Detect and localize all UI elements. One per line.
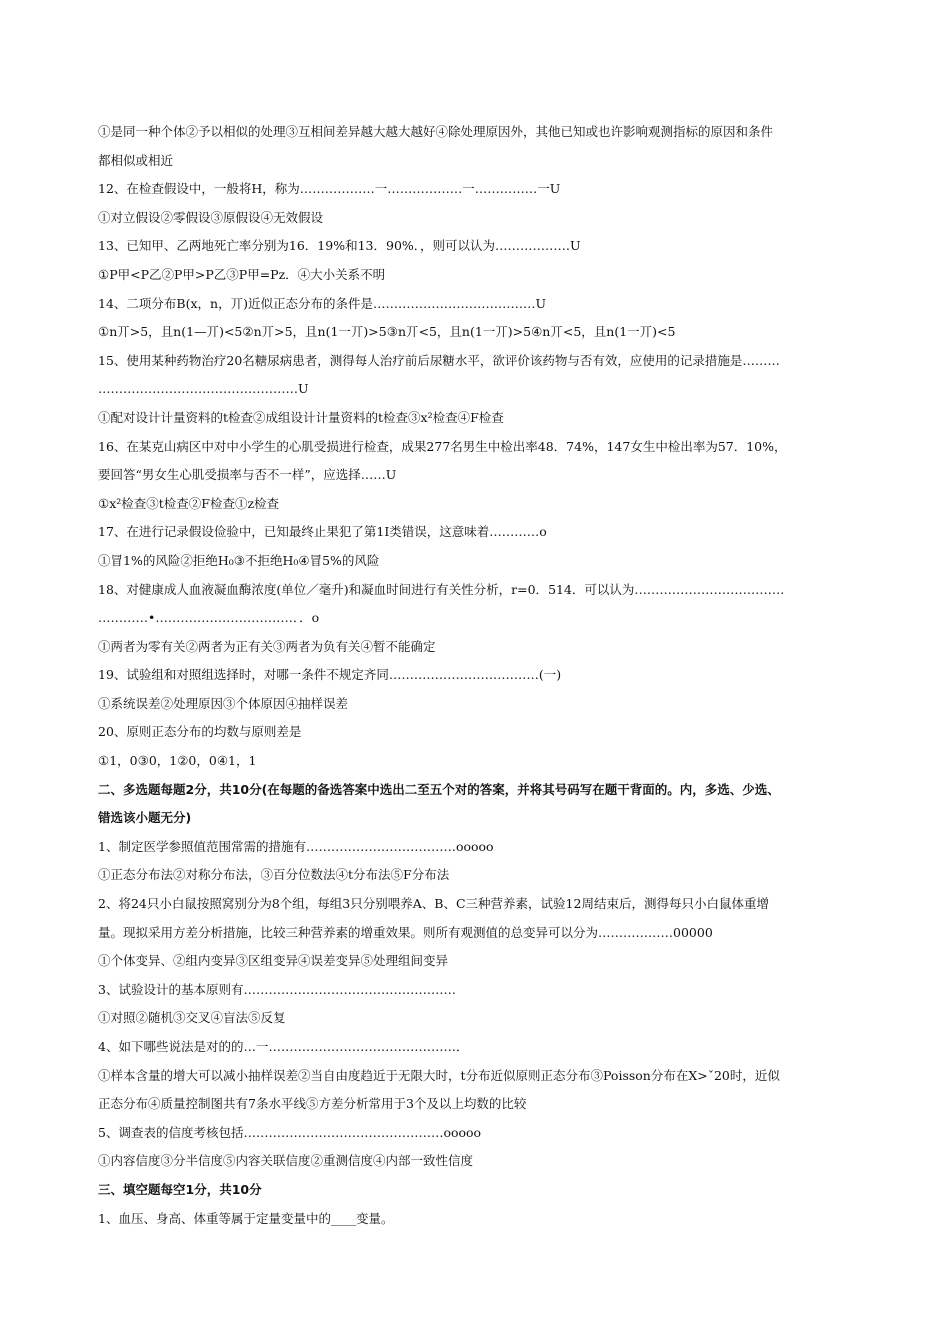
text-line: ①配对设计计量资料的t检查②成组设计计量资料的t检查③x²检查④F检查 bbox=[98, 409, 504, 425]
text-line: ①个体变异、②组内变异③区组变异④误差变异⑤处理组间变异 bbox=[98, 953, 449, 969]
text-line: …………………………………………U bbox=[98, 381, 309, 397]
text-line: 要回答“男女生心肌受损率与否不一样”，应选择……U bbox=[98, 467, 397, 483]
text-line: ①x²检查③t检查②F检查①z检查 bbox=[98, 495, 280, 511]
text-line: ①两者为零有关②两者为正有关③两者为负有关④暂不能确定 bbox=[98, 638, 436, 654]
text-line: ①n丌>5，且n(1—丌)<5②n丌>5，且n(1一丌)>5③n丌<5，且n(1一丌)>5④n丌<5，且n(1一丌)<5 bbox=[98, 324, 676, 340]
text-line: 5、调查表的信度考核包括…………………………………………ooooo bbox=[98, 1124, 482, 1140]
text-line: 4、如下哪些说法是对的的…一………………………………………． bbox=[98, 1039, 469, 1054]
text-line: ①样本含量的增大可以减小抽样误差②当自由度趋近于无限大时，t分布近似原则正态分布③Poisson分布在X>ˇ20时，近似 bbox=[98, 1067, 780, 1083]
text-line: ①系统误差②处理原因③个体原因④抽样误差 bbox=[98, 695, 349, 711]
text-line: 3、试验设计的基本原则有…………………………………………… bbox=[98, 981, 456, 997]
text-line: 13、已知甲、乙两地死亡率分别为16．19%和13．90%．，则可以认为………………U bbox=[98, 238, 581, 254]
section-heading: 三、填空题每空1分，共10分 bbox=[98, 1181, 262, 1197]
section-heading: 二、多选题每题2分，共10分(在每题的备选答案中选出二至五个对的答案，并将其号码写在题干背面的。内，多选、少选、 bbox=[98, 781, 780, 797]
text-line: …………•……………………………．．o bbox=[98, 610, 320, 626]
text-line: 16、在某克山病区中对中小学生的心肌受损进行检查，成果277名男生中检出率48．74%，147女生中检出率为57．10%， bbox=[98, 438, 787, 454]
text-line: 量。现拟采用方差分析措施，比较三种营养素的增重效果。则所有观测值的总变异可以分为………………00000 bbox=[98, 924, 713, 940]
text-line: ①1，0③0，1②0，0④1，1 bbox=[98, 753, 257, 769]
text-line: 正态分布④质量控制图共有7条水平线⑤方差分析常用于3个及以上均数的比较 bbox=[98, 1096, 527, 1112]
text-line: 12、在检查假设中，一般将H，称为………………一………………一……………一U bbox=[98, 181, 561, 197]
text-line: ①对照②随机③交叉④盲法⑤反复 bbox=[98, 1010, 286, 1026]
text-line: ①P甲<P乙②P甲>P乙③P甲=Pz．④大小关系不明 bbox=[98, 266, 386, 282]
text-line: 20、原则正态分布的均数与原则差是 bbox=[98, 724, 302, 740]
text-line: ①对立假设②零假设③原假设④无效假设 bbox=[98, 209, 324, 225]
text-line: 2、将24只小白鼠按照窝别分为8个组，每组3只分别喂养A、B、C三种营养素，试验12周结束后，测得每只小白鼠体重增 bbox=[98, 896, 769, 912]
text-line: 14、二项分布B(x，n，丌)近似正态分布的条件是…………………………………U bbox=[98, 295, 546, 311]
text-line: 1、制定医学参照值范围常需的措施有………………………………ooooo bbox=[98, 838, 494, 854]
section-heading: 错选该小题无分) bbox=[98, 810, 192, 826]
text-line: 17、在进行记录假设俭验中，已知最终止果犯了第1I类错误，这意味着…………o bbox=[98, 524, 547, 540]
text-line: 19、试验组和对照组选择时，对哪一条件不规定齐同………………………………(一) bbox=[98, 667, 562, 683]
text-line: 1、血压、身高、体重等属于定量变量中的____变量。 bbox=[98, 1210, 394, 1226]
text-line: 15、使用某种药物治疗20名糖尿病患者，测得每人治疗前后尿糖水平，欲评价该药物与否有效，应使用的记录措施是……… bbox=[98, 352, 780, 368]
text-line: 都相似或相近 bbox=[98, 152, 174, 168]
document-page bbox=[98, 118, 858, 1233]
text-line: ①正态分布法②对称分布法，③百分位数法④t分布法⑤F分布法 bbox=[98, 867, 450, 883]
text-line: 18、对健康成人血液凝血酶浓度(单位／毫升)和凝血时间进行有关性分析，r=0．514．可以认为……………………………… bbox=[98, 581, 785, 597]
text-line: ①冒1%的风险②拒绝H₀③不拒绝H₀④冒5%的风险 bbox=[98, 552, 380, 568]
text-line: ①是同一种个体②予以相似的处理③互相间差异越大越大越好④除处理原因外，其他已知或也许影响观测指标的原因和条件 bbox=[98, 124, 774, 139]
text-line: ①内容信度③分半信度⑤内容关联信度②重测信度④内部一致性信度 bbox=[98, 1153, 474, 1169]
